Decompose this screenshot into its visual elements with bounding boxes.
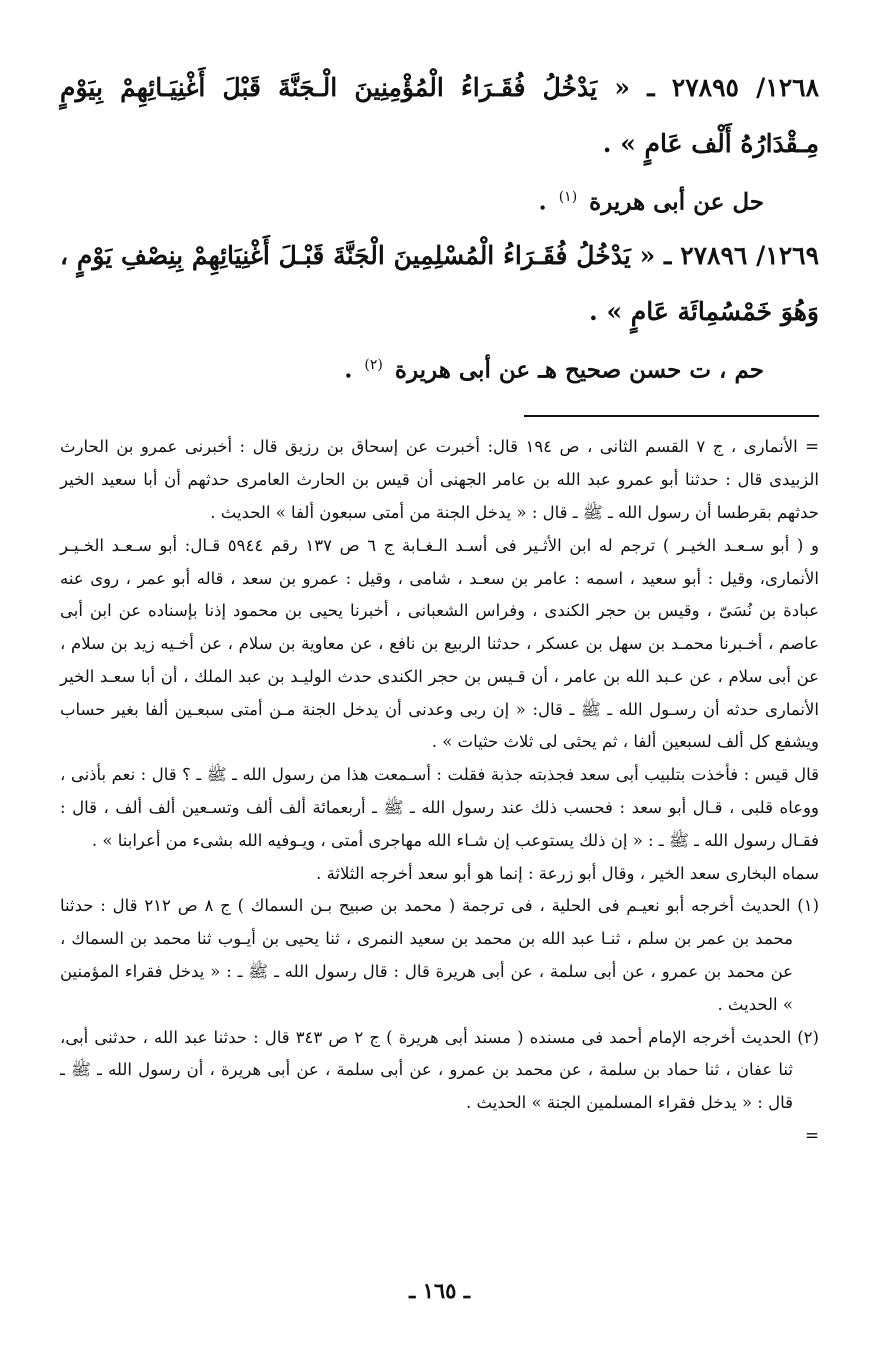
hadith-text: ١٢٦٩/ ٢٧٨٩٦ ـ « يَدْخُلُ فُقَـرَاءُ الْمُسْلِمِينَ الْجَنَّةَ قَبْـلَ أَغْنِيَائِهِمْ بِنِصْفِ يَوْمٍ ، وَهُوَ خَمْسُمِائَة عَامٍ » . bbox=[60, 240, 819, 326]
footnote-1 bbox=[60, 890, 819, 1021]
hadith-text: ١٢٦٨/ ٢٧٨٩٥ ـ « يَدْخُلُ فُقَـرَاءُ الْمُؤْمِنِينَ الْـجَنَّةَ قَبْلَ أَغْنِيَـائِهِمْ بِيَوْمٍ مِـقْدَارُهُ أَلْف عَامٍ » . bbox=[60, 73, 819, 158]
footnote-ref: (٢) bbox=[364, 356, 383, 373]
footnote-text: الحديث أخرجه أبو نعيـم فى الحلية ، فى ترجمة ( محمد بن صبيح بـن السماك ) ج ٨ ص ٢١٢ قال : حدثنا محمد بن عمر بن سلم ، ثنـا عبد الله بن محمد بن سعيد النمرى ، ثنا يحيى بن أيـوب ثنا محمد بن السماك ، عن محمد بن عمرو ، عن أبى سلمة ، عن أبى هريرة قال : قال رسول الله ـ ﷺ ـ : « يدخل فقراء المؤمنين » الحديث . bbox=[60, 896, 793, 1014]
hadith-1269 bbox=[60, 228, 819, 396]
footnote-ref: (١) bbox=[558, 189, 578, 205]
footnote-continuation-paragraph: سماه البخارى سعد الخير ، وقال أبو زرعة : إنما هو أبو سعد أخرجه الثلاثة . bbox=[316, 863, 819, 883]
continues-mark: = bbox=[805, 1126, 819, 1146]
hadith-source: حم ، ت حسن صحيح هـ عن أبى هريرة $^{(٢)}$ . bbox=[344, 356, 764, 384]
footnotes bbox=[60, 431, 819, 1153]
footnote-number: (٢) bbox=[797, 1027, 819, 1047]
hadith-source: حل عن أبى هريرة $^{(١)}$ . bbox=[538, 188, 764, 216]
footnote-text: الحديث أخرجه الإمام أحمد فى مسنده ( مسند أبى هريرة ) ج ٢ ص ٣٤٣ قال : حدثنا عبد الله ، حدثنى أبى، ثنا عفان ، ثنا حماد بن سلمة ، عن محمد بن عمرو ، عن أبى سلمة ، عن أبى هريرة ، أن رسول الله ـ ﷺ ـ قال : « يدخل فقراء المسلمين الجنة » الحديث . bbox=[60, 1027, 793, 1113]
footnote-number: (١) bbox=[797, 896, 819, 916]
page-number: ـ ١٦٥ ـ bbox=[409, 1278, 470, 1303]
hadith-1268 bbox=[60, 60, 819, 228]
hadith-source-text: حل عن أبى هريرة bbox=[589, 188, 764, 216]
footnote-continuation-paragraph: و ( أبو سـعـد الخيـر ) ترجم له ابن الأثـير فى أسـد الـغـابة ج ٦ ص ١٣٧ رقم ٥٩٤٤ قـال: أبو سـعـد الخـيـر الأنمارى، وقيل : أبو سعيد ، اسمه : عامر بن سعـد ، شامى ، وقيل : عمرو بن سعد ، قاله أبو عمر ، روى عنه عبادة بن نُسَىّ ، وقيس بن حجر الكندى ، وفراس الشعبانى ، أخبرنا يحيى بن محمود إذنا بإسناده عن ابن أبى عاصم ، أخـبرنا محمـد بن سهل بن عسكر ، حدثنا الربيع بن نافع ، عن معاوية بن سلام ، عن أخـيه زيد بن سلام ، عن أبى سلام ، عن عـبد الله بن عامر ، أن قـيس بن حجر الكندى حدث الوليـد بن عبد الملك ، أن أبا سعـد الخير الأنمارى حدثه أن رسـول الله ـ ﷺ ـ قال: « إن ربى وعدنى أن يدخل الجنة مـن أمتى سبعـين ألفا بغير حساب ويشفع كل ألف لسبعين ألفا ، ثم يحثى لى ثلاث حثيات » . bbox=[60, 535, 819, 752]
footnote-continuation-paragraph: قال قيس : فأخذت بتلبيب أبى سعد فجذبته جذبة فقلت : أسـمعت هذا من رسول الله ـ ﷺ ـ ؟ قال : نعم بأذنى ، ووعاه قلبى ، قـال أبو سعد : فحسب ذلك عند رسول الله ـ ﷺ ـ أربعمائة ألف ألف وتسـعين ألف ألف ، قال : فقـال رسول الله ـ ﷺ ـ : « إن ذلك يستوعب إن شـاء الله مهاجرى أمتى ، ويـوفيه الله بشىء من أعرابنا » . bbox=[60, 765, 819, 850]
hadith-source-text: حم ، ت حسن صحيح هـ عن أبى هريرة bbox=[394, 356, 764, 384]
page bbox=[60, 60, 819, 1331]
footnote-separator bbox=[524, 415, 819, 417]
footnote-continuation-paragraph: = الأنمارى ، ج ٧ القسم الثانى ، ص ١٩٤ قال: أخبرت عن إسحاق بن رزيق قال : أخبرنى عمرو بن الحارث الزبيدى قال : حدثنا أبو عمرو عبد الله بن عامر الجهنى أن قيس بن الحارث العامرى حدثهم أن أبا سعيد الخير حدثهم بقرطسا أن رسول الله ـ ﷺ ـ قال : « يدخل الجنة من أمتى سبعون ألفا » الحديث . bbox=[60, 437, 819, 522]
footnote-2 bbox=[60, 1022, 819, 1120]
